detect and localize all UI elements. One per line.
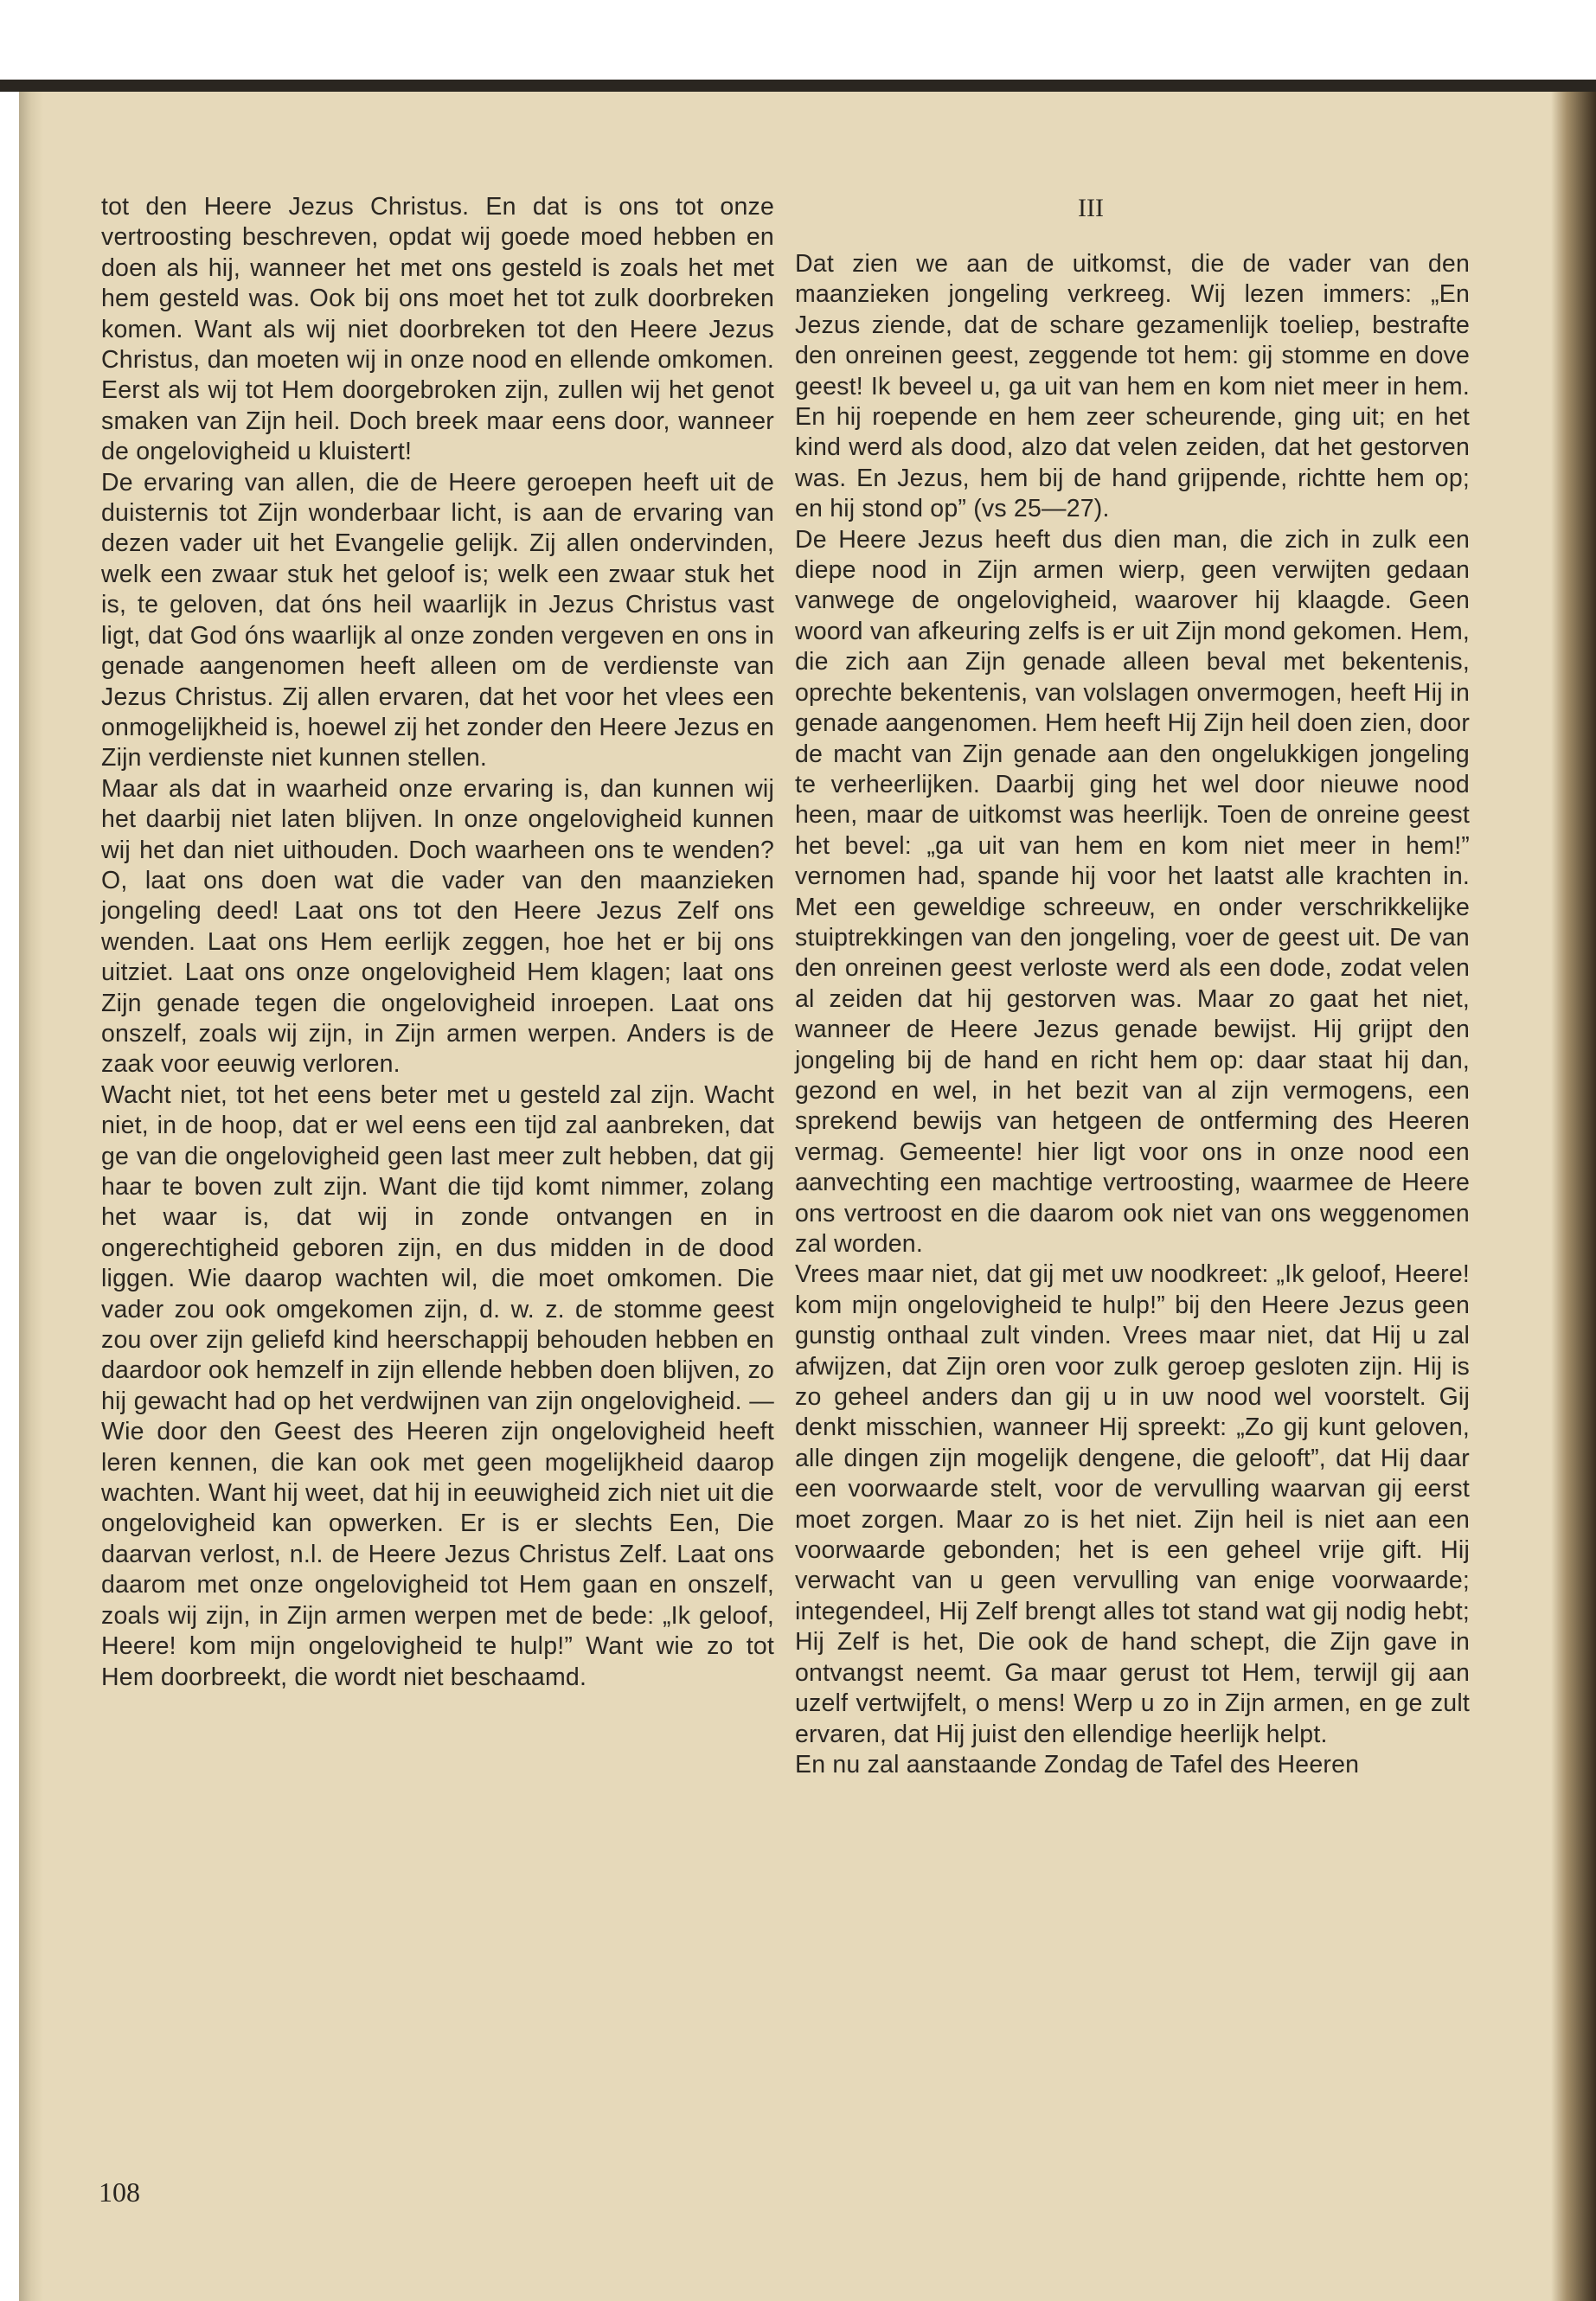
paragraph: tot den Heere Jezus Christus. En dat is ons tot onze vertroosting beschreven, opdat wij goede moed hebben en doen als hij, wanneer het met ons gesteld is zoals het met hem gesteld was. Ook bij ons moet het tot zulk doorbreken komen. Want als wij niet doorbreken tot den Heere Jezus Christus, dan moeten wij in onze nood en ellende omkomen. Eerst als wij tot Hem doorgebroken zijn, zullen wij het genot smaken van Zijn heil. Doch breek maar eens door, wanneer de ongelovigheid u kluistert!	[101, 193, 774, 466]
paragraph: Vrees maar niet, dat gij met uw noodkreet: „Ik geloof, Heere! kom mijn ongelovigheid te hulp!” bij den Heere Jezus geen gunstig onthaal zult vinden. Vrees maar niet, dat Hij u zal afwijzen, dat Zijn oren voor zulk geroep gesloten zijn. Hij is zo geheel anders dan gij u in uw nood wel voorstelt. Gij denkt misschien, wanneer Hij spreekt: „Zo gij kunt geloven, alle dingen zijn mogelijk dengene, die gelooft”, dat Hij daar een voorwaarde stelt, voor de vervulling waarvan gij eerst moet zorgen. Maar zo is het niet. Zijn heil is niet aan een voorwaarde gebonden; het is een geheel vrije gift. Hij verwacht van u geen vervulling van enige voorwaarde; integendeel, Hij Zelf brengt alles tot stand wat gij nodig hebt; Hij Zelf is het, Die ook de hand schept, die Zijn gave in ontvangst neemt. Ga maar gerust tot Hem, terwijl gij aan uzelf vertwijfelt, o mens! Werp u zo in Zijn armen, en ge zult ervaren, dat Hij juist den ellendige heerlijk helpt.	[795, 1260, 1470, 1748]
book-page	[19, 92, 1596, 2301]
paragraph: En nu zal aanstaande Zondag de Tafel des Heeren	[795, 1750, 1360, 1779]
page-edge-shadow	[1551, 92, 1596, 2301]
right-column	[795, 249, 1470, 1780]
paragraph: De ervaring van allen, die de Heere geroepen heeft uit de duisternis tot Zijn wonderbaar licht, is aan de ervaring van dezen vader uit het Evangelie gelijk. Zij allen ondervinden, welk een zwaar stuk het geloof is; welk een zwaar stuk het is, te geloven, dat óns heil waarlijk in Jezus Christus vast ligt, dat God óns waarlijk al onze zonden vergeven en ons in genade aangenomen heeft alleen om de verdienste van Jezus Christus. Zij allen ervaren, dat het voor het vlees een onmogelijkheid is, hoewel zij het zonder den Heere Jezus en Zijn verdienste niet kunnen stellen.	[101, 468, 774, 772]
paragraph: Dat zien we aan de uitkomst, die de vader van den maanzieken jongeling verkreeg. Wij lezen immers: „En Jezus ziende, dat de schare gezamenlijk toeliep, bestrafte den onreinen geest, zeggende tot hem: gij stomme en dove geest! Ik beveel u, ga uit van hem en kom niet meer in hem. En hij roepende en hem zeer scheurende, ging uit; en het kind werd als dood, alzo dat velen zeiden, dat het gestorven was. En Jezus, hem bij de hand grijpende, richtte hem op; en hij stond op” (vs 25—27).	[795, 250, 1470, 523]
section-number: III	[1078, 194, 1104, 222]
left-column	[101, 192, 774, 1693]
paragraph: Maar als dat in waarheid onze ervaring is, dan kunnen wij het daarbij niet laten blijven. In onze ongelovigheid kunnen wij het dan niet uithouden. Doch waarheen ons te wenden? O, laat ons doen wat die vader van den maanzieken jongeling deed! Laat ons tot den Heere Jezus Zelf ons wenden. Laat ons Hem eerlijk zeggen, hoe het er bij ons uitziet. Laat ons onze ongelovigheid Hem klagen; laat ons Zijn genade tegen die ongelovigheid inroepen. Laat ons onszelf, zoals wij zijn, in Zijn armen werpen. Anders is de zaak voor eeuwig verloren.	[101, 774, 774, 1079]
paragraph: Wacht niet, tot het eens beter met u gesteld zal zijn. Wacht niet, in de hoop, dat er wel eens een tijd zal aanbreken, dat ge van die ongelovigheid geen last meer zult hebben, dat gij haar te boven zult zijn. Want die tijd komt nimmer, zolang het waar is, dat wij in zonde ontvangen en in ongerechtigheid geboren zijn, en dus midden in de dood liggen. Wie daarop wachten wil, die moet omkomen. Die vader zou ook omgekomen zijn, d. w. z. de stomme geest zou over zijn geliefd kind heerschappij behouden hebben en daardoor ook hemzelf in zijn ellende hebben doen blijven, zo hij gewacht had op het verdwijnen van zijn ongelovigheid. — Wie door den Geest des Heeren zijn ongelovigheid heeft leren kennen, die kan ook met geen mogelijkheid daarop wachten. Want hij weet, dat hij in eeuwigheid zich niet uit die ongelovigheid kan opwerken. Er is er slechts Een, Die daarvan verlost, n.l. de Heere Jezus Christus Zelf. Laat ons daarom met onze ongelovigheid tot Hem gaan en onszelf, zoals wij zijn, in Zijn armen werpen met de bede: „Ik geloof, Heere! kom mijn ongelovigheid te hulp!” Want wie zo tot Hem doorbreekt, die wordt niet beschaamd.	[101, 1080, 774, 1691]
scan-top-border	[0, 80, 1596, 92]
page-binding-shadow	[19, 92, 43, 2301]
paragraph: De Heere Jezus heeft dus dien man, die zich in zulk een diepe nood in Zijn armen wierp, geen verwijten gedaan vanwege de ongelovigheid, waarover hij klaagde. Geen woord van afkeuring zelfs is er uit Zijn mond gekomen. Hem, die zich aan Zijn genade alleen beval met bekentenis, oprechte bekentenis, van volslagen onvermogen, heeft Hij in genade aangenomen. Hem heeft Hij Zijn heil doen zien, door de macht van Zijn genade aan den ongelukkigen jongeling te verheerlijken. Daarbij ging het wel door nieuwe nood heen, maar de uitkomst was heerlijk. Toen de onreine geest het bevel: „ga uit van hem en kom niet meer in hem!” vernomen had, spande hij voor het laatst alle krachten in. Met een geweldige schreeuw, en onder verschrikkelijke stuiptrekkingen van den jongeling, voer de geest uit. De van den onreinen geest verloste werd als een dode, zodat velen al zeiden dat hij gestorven was. Maar zo gaat het niet, wanneer de Heere Jezus genade bewijst. Hij grijpt den jongeling bij de hand en richt hem op: daar staat hij dan, gezond en wel, in het bezit van al zijn vermogens, een sprekend bewijs van hetgeen de ontferming des Heeren vermag. Gemeente! hier ligt voor ons in onze nood een aanvechting een machtige vertroosting, waarmee de Heere ons vertroost en die daarom ook niet van ons weggenomen zal worden.	[795, 525, 1471, 1258]
page-number: 108	[99, 2176, 140, 2208]
